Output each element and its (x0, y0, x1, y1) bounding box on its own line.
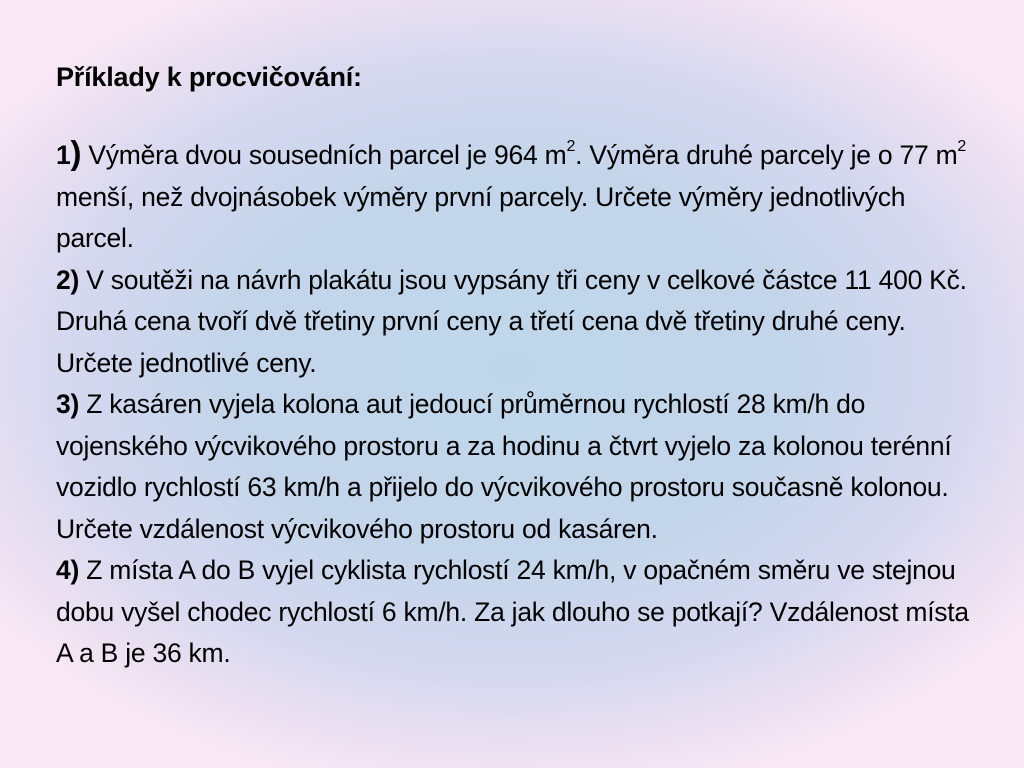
problem-1-sup-2: 2 (957, 138, 967, 156)
problem-2-label: 2) (56, 264, 80, 295)
problem-2-text: V soutěži na návrh plakátu jsou vypsány tři ceny v celkové částce 11 400 Kč. Druhá cena tvoří dvě třetiny první ceny a třetí cena dvě třetiny druhé ceny. Určete jednotlivé ceny. (56, 264, 967, 378)
problem-1-text-c: menší, než dvojnásobek výměry první parcely. Určete výměry jednotlivých parcel. (56, 181, 906, 253)
problem-2 (56, 260, 976, 385)
slide-title: Příklady k procvičování: (56, 62, 362, 92)
problem-3-label: 3) (56, 389, 80, 419)
problem-3-text: Z kasáren vyjela kolona aut jedoucí průměrnou rychlostí 28 km/h do vojenského výcvikového prostoru a za hodinu a čtvrt vyjelo za kolonou terénní vozidlo rychlostí 63 km/h a přijelo do výcvikového prostoru současně kolonou. Určete vzdálenost výcvikového prostoru od kasáren. (56, 389, 952, 544)
problem-4-text: Z místa A do B vyjel cyklista rychlostí 24 km/h, v opačném směru ve stejnou dobu vyšel chodec rychlostí 6 km/h. Za jak dlouho se potkají? Vzdálenost místa A a B je 36 km. (56, 555, 969, 668)
problem-1-text-b: . Výměra druhé parcely je o 77 m (575, 140, 958, 170)
problem-4 (56, 550, 976, 675)
problem-4-label: 4) (56, 555, 80, 585)
problem-1 (56, 135, 976, 260)
slide-content (56, 58, 976, 675)
problem-1-number: 1 (56, 140, 71, 170)
problem-1-text-a: Výměra dvou sousedních parcel je 964 m (81, 140, 567, 170)
problem-1-paren: ) (70, 134, 82, 171)
problem-1-sup-1: 2 (566, 138, 576, 156)
problem-3 (56, 384, 976, 550)
